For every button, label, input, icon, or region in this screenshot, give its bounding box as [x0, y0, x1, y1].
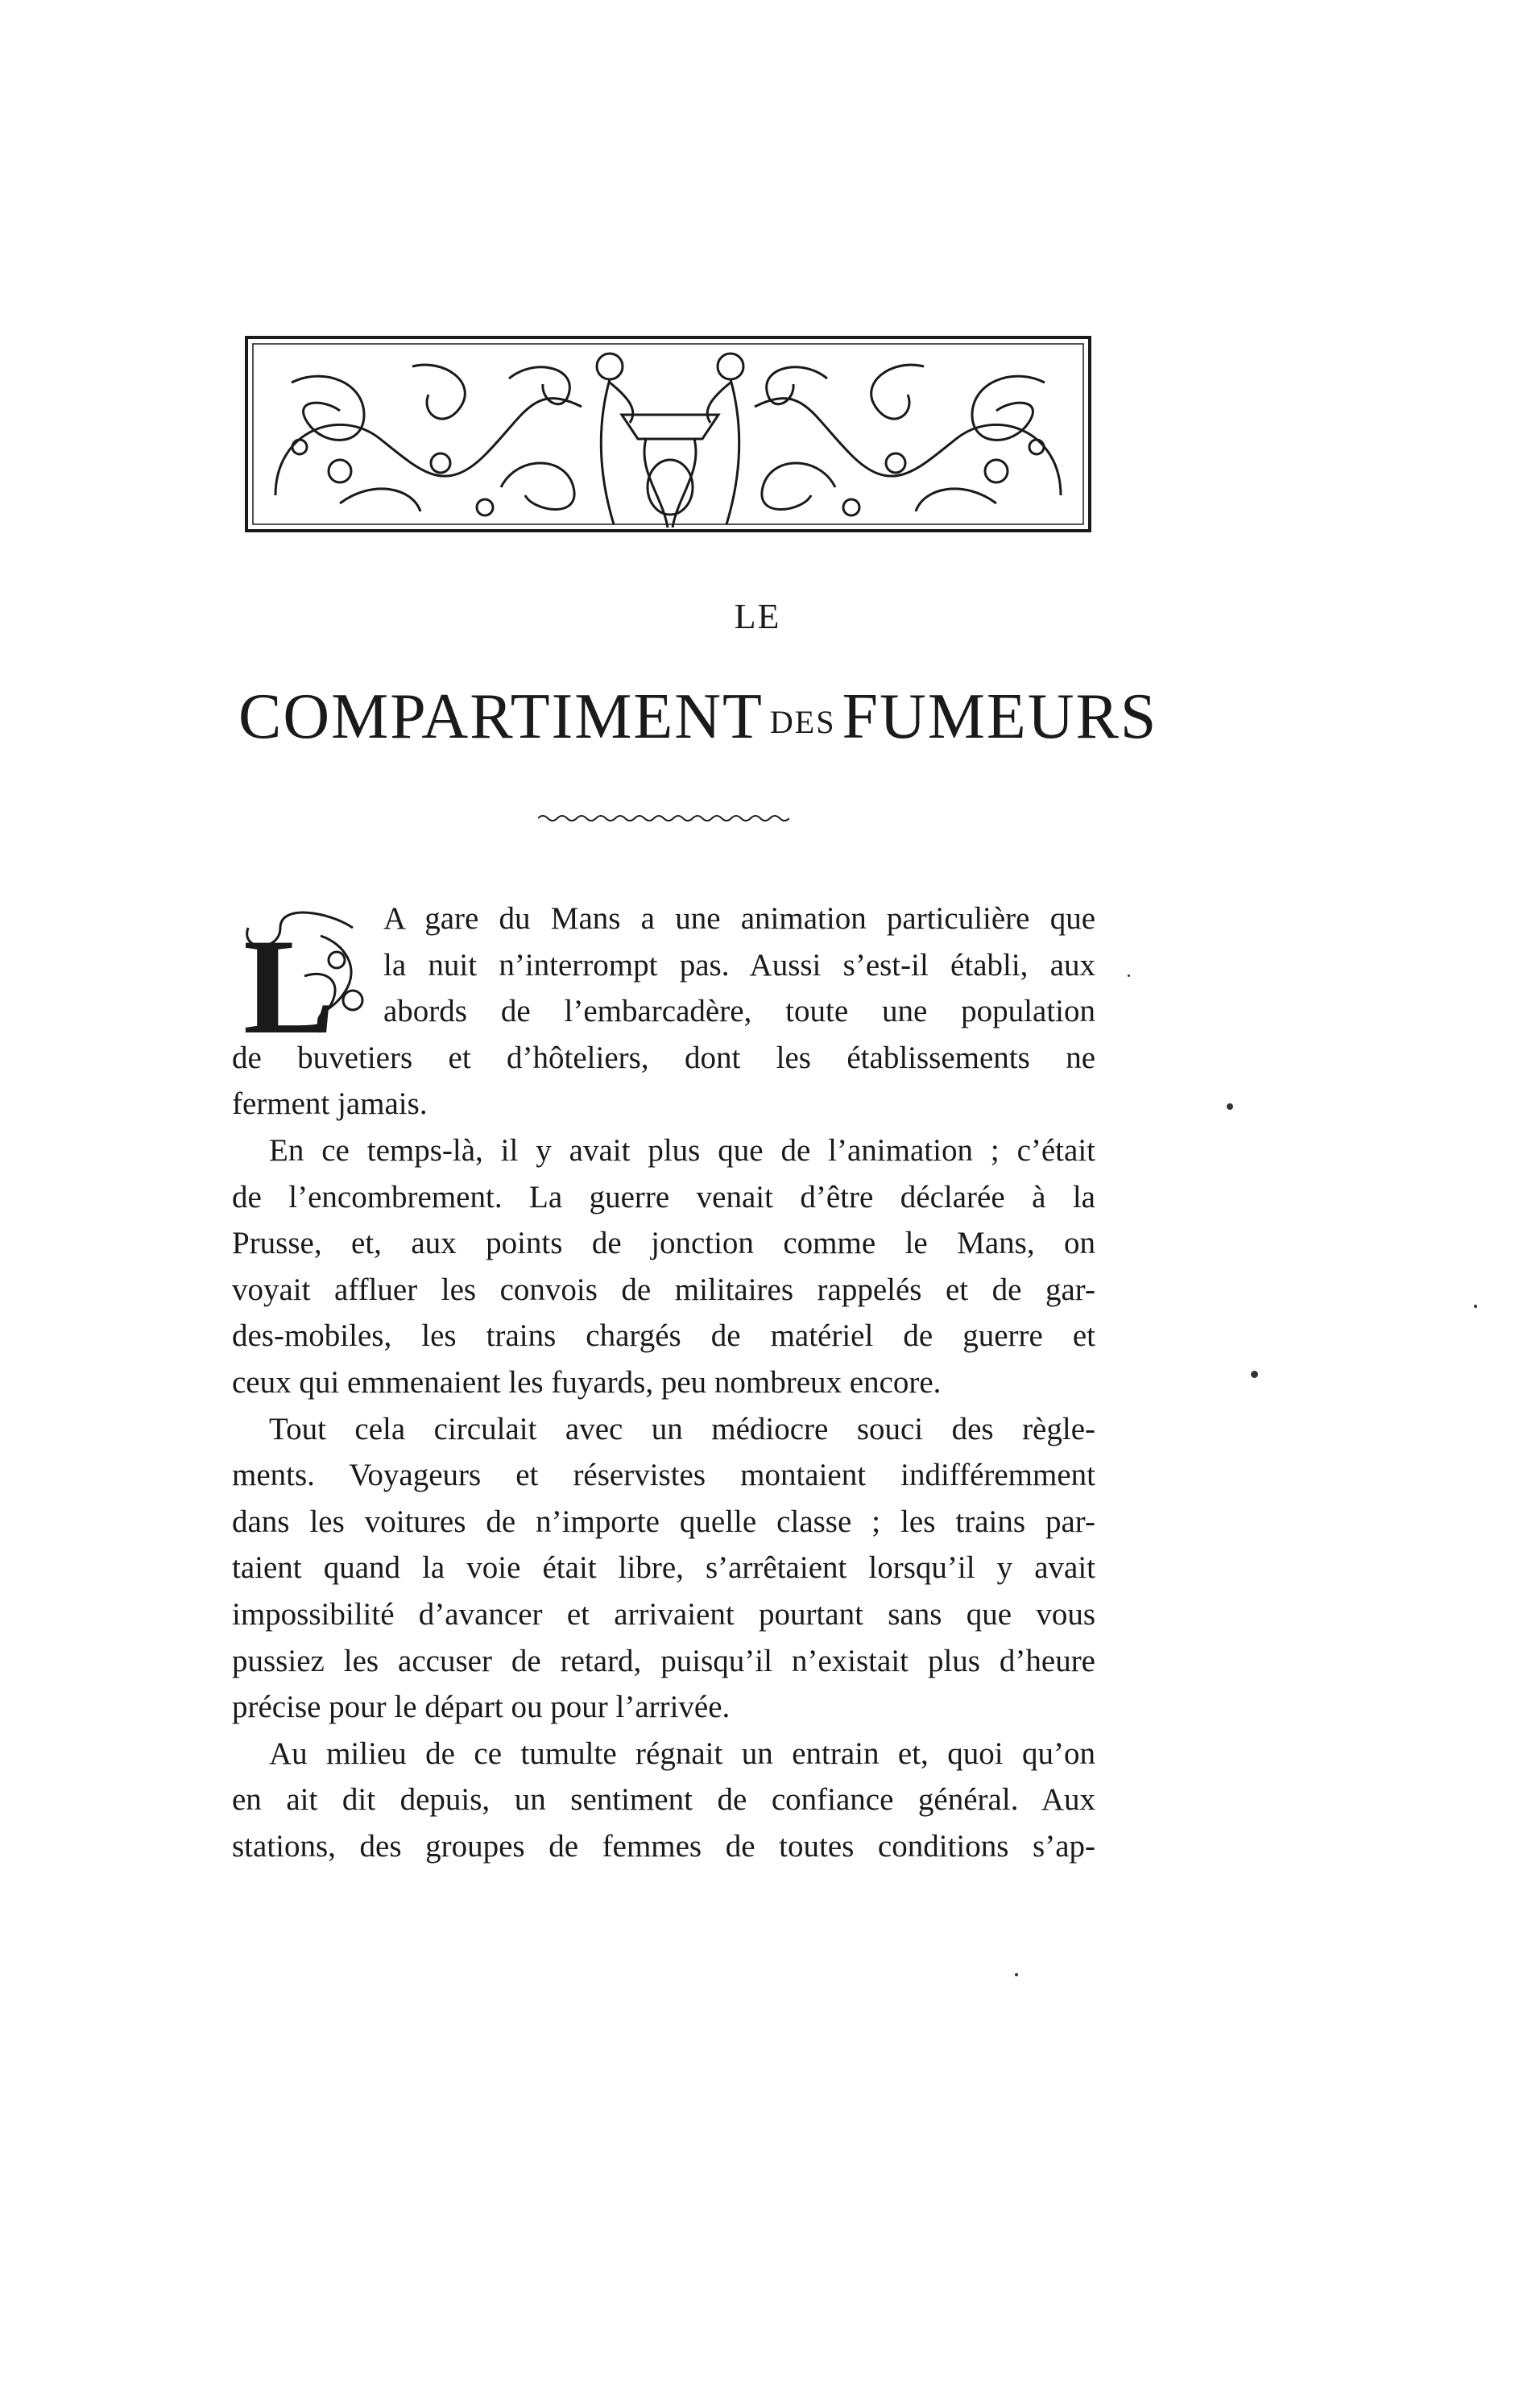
text-line: stations, des groupes de femmes de toutes conditions s’ap-	[232, 1828, 1095, 1864]
title-word-fumeurs: FUMEURS	[842, 681, 1158, 752]
text-line: la nuit n’interrompt pas. Aussi s’est-il établi, aux	[383, 947, 1095, 983]
dropcap-letter: L	[243, 911, 335, 1039]
paper-speck	[1015, 1973, 1018, 1976]
text-line: précise pour le départ ou pour l’arrivée.	[232, 1690, 731, 1725]
text-line: pussiez les accuser de retard, puisqu’il n’existait plus d’heure	[232, 1643, 1095, 1678]
text-line: Au milieu de ce tumulte régnait un entrain et, quoi qu’on	[269, 1736, 1095, 1771]
text-line: abords de l’embarcadère, toute une population	[383, 994, 1095, 1029]
text-line: de l’encombrement. La guerre venait d’être déclarée à la	[232, 1179, 1095, 1214]
text-line: voyait affluer les convois de militaires rappelés et de gar-	[232, 1272, 1095, 1307]
text-line: taient quand la voie était libre, s’arrêtaient lorsqu’il y avait	[232, 1550, 1095, 1586]
paper-speck	[1251, 1371, 1258, 1378]
title-article: LE	[734, 597, 781, 636]
page-title	[238, 681, 1158, 754]
text-line: ceux qui emmenaient les fuyards, peu nombreux encore.	[232, 1364, 942, 1400]
wavy-rule-icon	[538, 812, 789, 823]
body-text	[232, 896, 1095, 1869]
text-line: En ce temps-là, il y avait plus que de l’animation ; c’était	[269, 1132, 1095, 1168]
text-line: dans les voitures de n’importe quelle classe ; les trains par-	[232, 1504, 1095, 1539]
title-word-compartiment: COMPARTIMENT	[238, 681, 764, 752]
paper-speck	[1128, 974, 1130, 977]
text-line: impossibilité d’avancer et arrivaient pourtant sans que vous	[232, 1596, 1095, 1632]
paper-speck	[1227, 1103, 1233, 1110]
text-line: Tout cela circulait avec un médiocre souci des règle-	[269, 1411, 1095, 1446]
text-line: en ait dit depuis, un sentiment de confiance général. Aux	[232, 1782, 1095, 1818]
text-line: des-mobiles, les trains chargés de matériel de guerre et	[232, 1318, 1095, 1354]
text-line: ferment jamais.	[232, 1086, 428, 1122]
paper-speck	[1474, 1305, 1477, 1308]
text-line: A gare du Mans a une animation particulière que	[383, 901, 1095, 936]
title-word-des: DES	[769, 704, 836, 740]
text-line: Prusse, et, aux points de jonction comme le Mans, on	[232, 1226, 1095, 1261]
paragraph-2	[232, 1127, 1095, 1406]
decorative-headpiece-icon	[243, 334, 1093, 534]
paragraph-4	[232, 1731, 1095, 1870]
text-line: ments. Voyageurs et réservistes montaient indifféremment	[232, 1458, 1095, 1493]
dropcap-l-icon	[232, 904, 374, 1039]
text-line: de buvetiers et d’hôteliers, dont les établissements ne	[232, 1040, 1095, 1075]
paragraph-3	[232, 1406, 1095, 1731]
